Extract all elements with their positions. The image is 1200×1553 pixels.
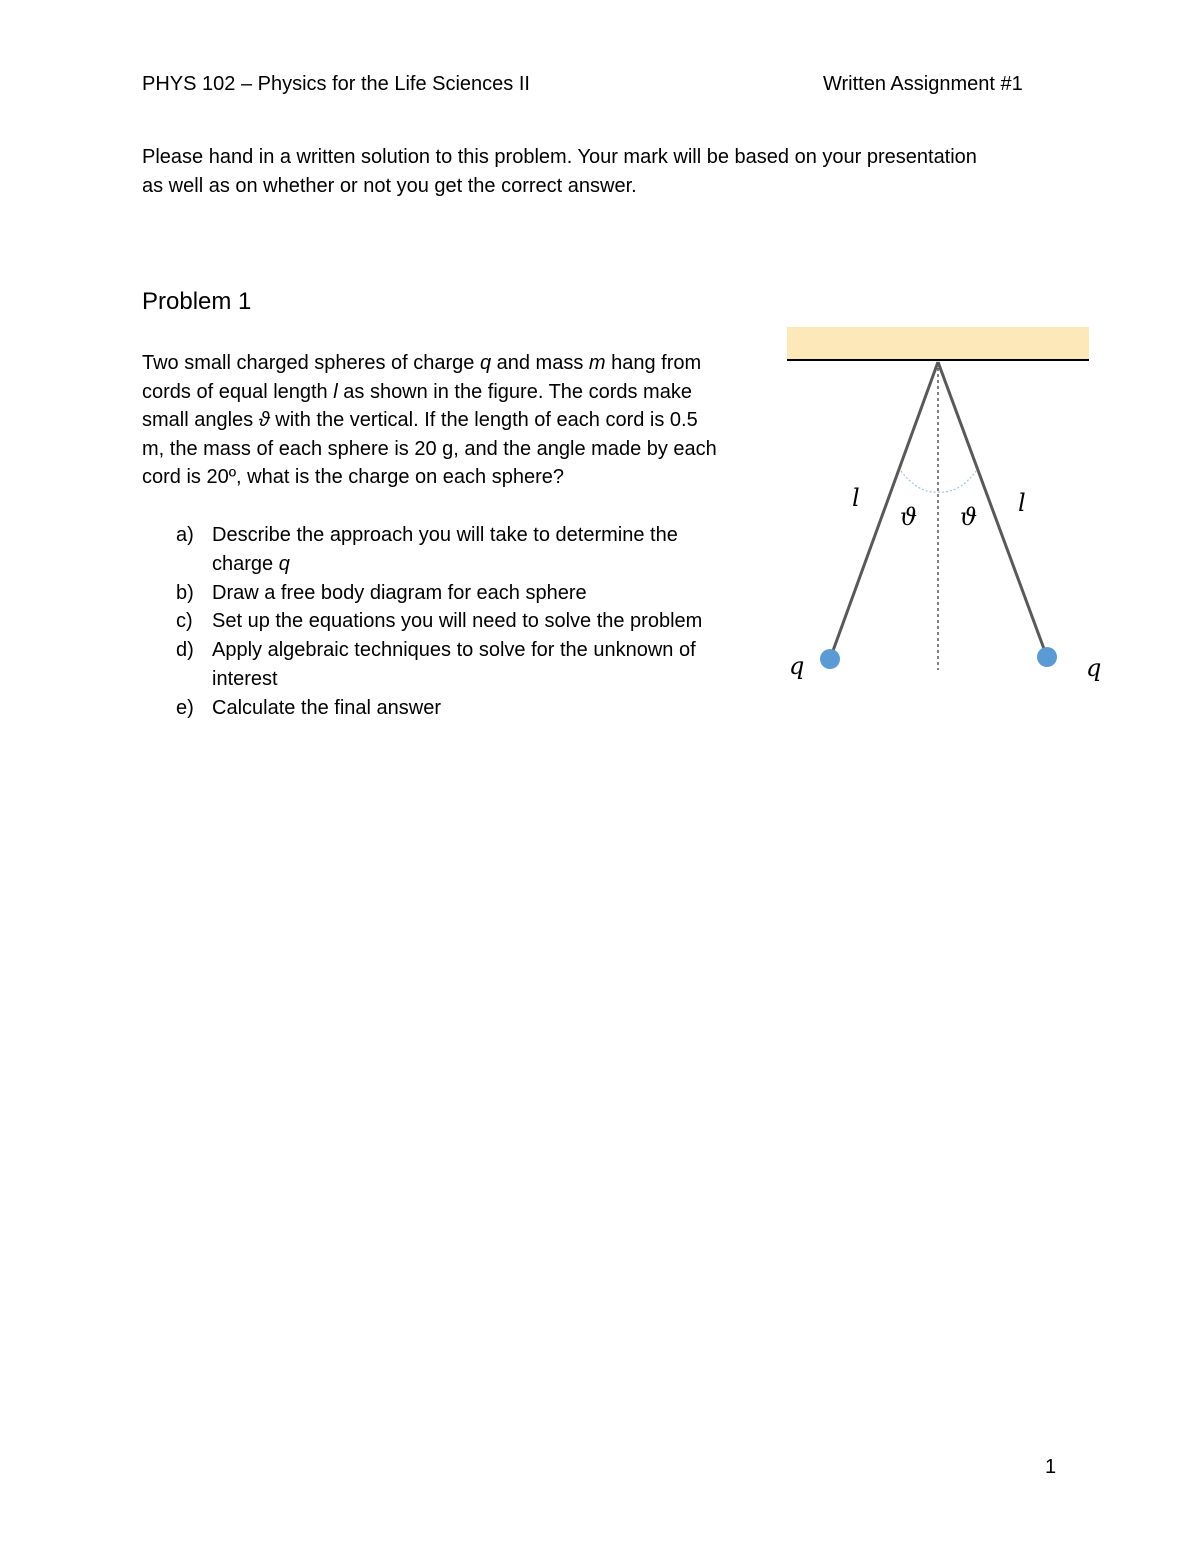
problem-heading: Problem 1 bbox=[142, 288, 252, 315]
task-line: interest bbox=[212, 667, 278, 690]
task-text bbox=[212, 521, 678, 579]
left-sphere bbox=[820, 649, 840, 669]
task-item bbox=[176, 636, 702, 694]
task-letter: b) bbox=[176, 581, 194, 604]
text: and mass bbox=[491, 352, 589, 374]
assignment-title: Written Assignment #1 bbox=[823, 73, 1023, 95]
symbol-m: m bbox=[588, 352, 606, 374]
task-letter: a) bbox=[176, 524, 194, 546]
left-charge-label: q bbox=[789, 652, 805, 680]
task-text: Calculate the final answer bbox=[212, 696, 442, 719]
task-line: charge bbox=[212, 552, 279, 575]
task-text: Draw a free body diagram for each sphere bbox=[212, 581, 587, 604]
task-item bbox=[176, 607, 702, 636]
task-text bbox=[212, 636, 696, 694]
page-number: 1 bbox=[1045, 1456, 1057, 1478]
statement-line bbox=[142, 378, 717, 407]
symbol-theta: ϑ bbox=[258, 409, 270, 431]
right-sphere bbox=[1037, 647, 1057, 667]
right-angle-arc bbox=[938, 471, 976, 492]
right-length-label: l bbox=[1018, 489, 1026, 517]
task-text: Set up the equations you will need to solve the problem bbox=[212, 610, 703, 633]
pendulum-figure bbox=[770, 318, 1110, 698]
right-charge-label: q bbox=[1086, 654, 1102, 682]
symbol-l: l bbox=[333, 380, 338, 403]
text: with the vertical. If the length of each cord is 0.5 bbox=[269, 409, 698, 431]
left-angle-arc bbox=[901, 471, 938, 492]
task-line: Apply algebraic techniques to solve for the unknown of bbox=[212, 639, 696, 662]
task-item bbox=[176, 521, 702, 579]
statement-line: m, the mass of each sphere is 20 g, and the angle made by each bbox=[142, 437, 717, 460]
statement-line bbox=[142, 349, 717, 378]
left-angle-label: ϑ bbox=[900, 503, 918, 531]
task-list bbox=[176, 521, 702, 723]
task-item bbox=[176, 694, 702, 723]
text: as shown in the figure. The cords make bbox=[337, 380, 692, 403]
instructions-line: Please hand in a written solution to this problem. Your mark will be based on your presentation bbox=[142, 146, 977, 168]
right-angle-label: ϑ bbox=[960, 503, 978, 531]
task-letter: e) bbox=[176, 696, 194, 719]
course-title: PHYS 102 – Physics for the Life Sciences II bbox=[142, 73, 530, 95]
left-length-label: l bbox=[852, 484, 860, 512]
task-item bbox=[176, 579, 702, 608]
problem-statement bbox=[142, 349, 717, 492]
text: small angles bbox=[142, 409, 259, 431]
task-letter: c) bbox=[176, 610, 193, 633]
instructions bbox=[142, 143, 1072, 201]
statement-line: cord is 20º, what is the charge on each sphere? bbox=[142, 466, 565, 488]
text: cords of equal length bbox=[142, 380, 334, 403]
left-cord bbox=[830, 362, 938, 659]
symbol-q: q bbox=[278, 552, 290, 575]
symbol-q: q bbox=[479, 352, 492, 374]
ceiling bbox=[787, 327, 1089, 359]
instructions-line: as well as on whether or not you get the correct answer. bbox=[142, 175, 637, 197]
task-letter: d) bbox=[176, 639, 194, 662]
text: hang from bbox=[605, 352, 702, 374]
statement-line bbox=[142, 406, 717, 435]
text: Two small charged spheres of charge bbox=[142, 352, 480, 374]
right-cord bbox=[938, 362, 1047, 657]
task-line: Describe the approach you will take to determine the bbox=[212, 524, 678, 546]
